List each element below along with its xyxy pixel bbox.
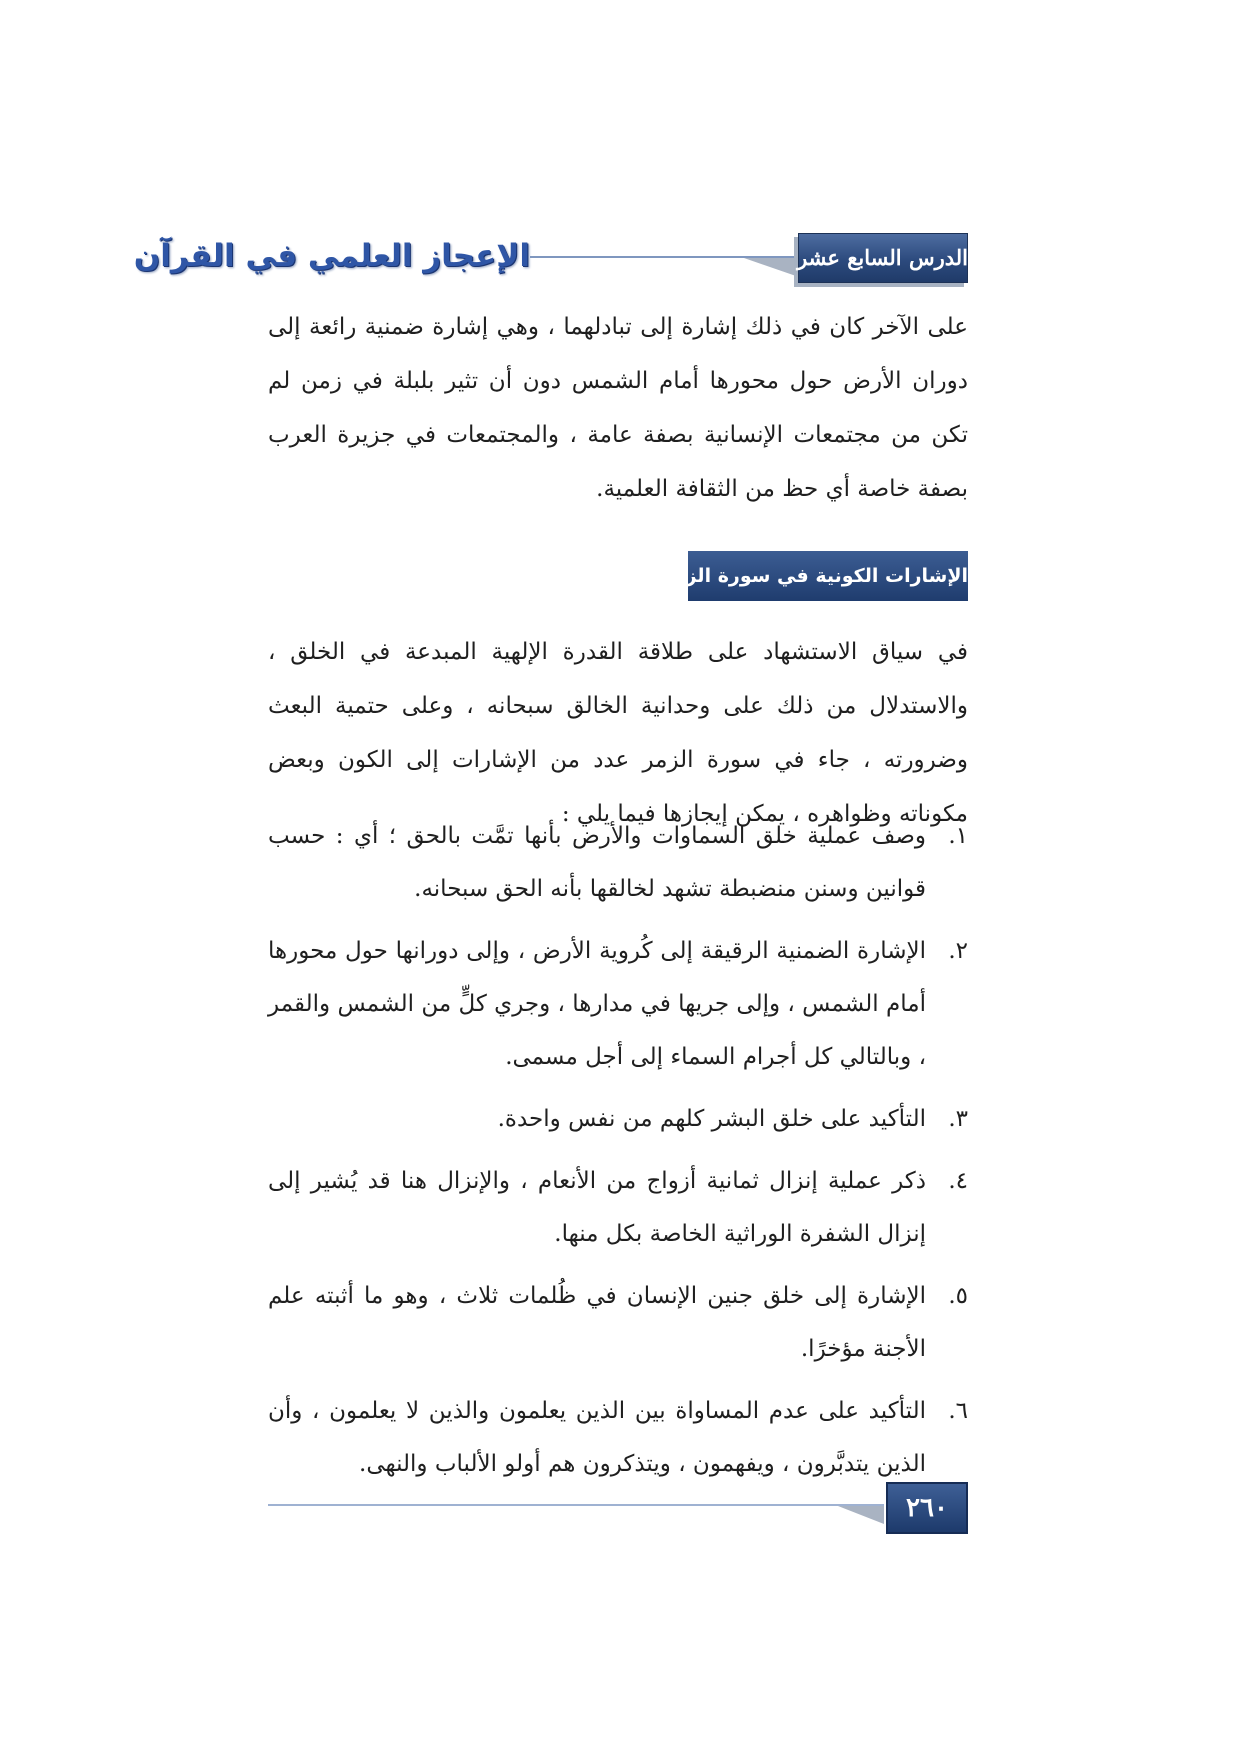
page-number: ٢٦٠ [886, 1482, 968, 1534]
list-item [268, 1385, 968, 1491]
list-item-number: ٢. [948, 938, 968, 964]
list-item [268, 810, 968, 916]
list-item-number: ١. [948, 823, 968, 849]
list-item-text: التأكيد على خلق البشر كلهم من نفس واحدة. [497, 1106, 926, 1132]
list-item-number: ٣. [948, 1106, 968, 1132]
list-item-text: التأكيد على عدم المساواة بين الذين يعلمون والذين لا يعلمون ، وأن الذين يتدبَّرون ، ويفهمون ، ويتذكرون هم أولو الألباب والنهى. [268, 1398, 926, 1477]
list-item-number: ٥. [948, 1283, 968, 1309]
list-item [268, 1270, 968, 1376]
list-item-text: الإشارة الضمنية الرقيقة إلى كُروية الأرض ، وإلى دورانها حول محورها أمام الشمس ، وإلى جريها في مدارها ، وجري كلٍّ من الشمس والقمر ، وبالتالي كل أجرام السماء إلى أجل مسمى. [268, 938, 926, 1070]
list-item-number: ٤. [948, 1168, 968, 1194]
list-item-number: ٦. [948, 1398, 968, 1424]
list-item-text: الإشارة إلى خلق جنين الإنسان في ظُلمات ثلاث ، وهو ما أثبته علم الأجنة مؤخرًا. [268, 1283, 926, 1362]
points-list [268, 810, 968, 1500]
list-item [268, 1093, 968, 1146]
page-footer [268, 1480, 968, 1536]
section-heading: الإشارات الكونية في سورة الزمر [688, 551, 968, 601]
list-item-text: ذكر عملية إنزال ثمانية أزواج من الأنعام ، والإنزال هنا قد يُشير إلى إنزال الشفرة الوراثية الخاصة بكل منها. [268, 1168, 926, 1247]
header-rule-shadow [744, 258, 796, 276]
page-header [133, 228, 968, 286]
list-item-text: وصف عملية خلق السماوات والأرض بأنها تمَّت بالحق ؛ أي : حسب قوانين وسنن منضبطة تشهد لخالقها بأنه الحق سبحانه. [268, 823, 926, 902]
footer-rule [268, 1504, 884, 1506]
list-item [268, 1155, 968, 1261]
lesson-label: الدرس السابع عشر [798, 233, 968, 283]
footer-rule-shadow [838, 1506, 884, 1524]
context-paragraph: في سياق الاستشهاد على طلاقة القدرة الإلهية المبدعة في الخلق ، والاستدلال من ذلك على وحدانية الخالق سبحانه ، وعلى حتمية البعث وضرورته ، جاء في سورة الزمر عدد من الإشارات إلى الكون وبعض مكوناته وظواهره ، يمكن إيجازها فيما يلي : [268, 639, 968, 827]
list-item [268, 925, 968, 1084]
book-title: الإعجاز العلمي في القرآن [133, 238, 530, 274]
intro-paragraph: على الآخر كان في ذلك إشارة إلى تبادلهما ، وهي إشارة ضمنية رائعة إلى دوران الأرض حول محورها أمام الشمس دون أن تثير بلبلة في زمن لم تكن من مجتمعات الإنسانية بصفة عامة ، والمجتمعات في جزيرة العرب بصفة خاصة أي حظ من الثقافة العلمية. [268, 314, 968, 502]
